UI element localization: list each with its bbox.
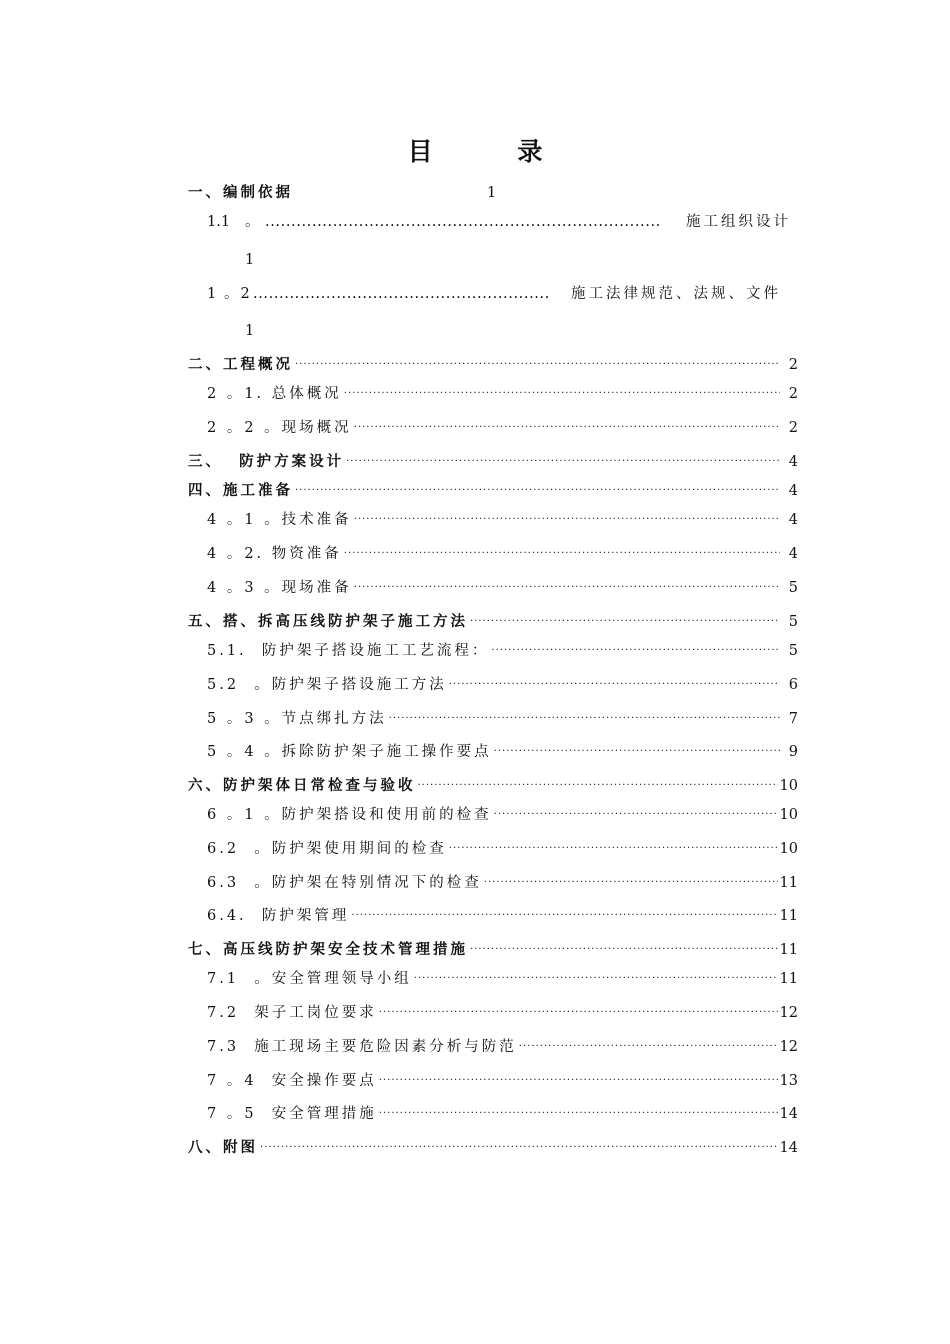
toc-entry[interactable] [188,482,798,500]
toc-entry-label: 二、工程概况 [188,356,293,373]
toc-entry-page: 4 [788,454,798,470]
toc-entry-label: 4 。1 。技术准备 [207,512,352,528]
toc-entry[interactable] [207,907,798,925]
toc-entry-label: 6.4. 防护架管理 [207,908,350,924]
toc-entry-page: 13 [779,1073,798,1089]
toc-entry-number: 1.1 [207,214,231,230]
toc-entry-page: 4 [788,483,798,499]
toc-entry[interactable] [207,676,798,694]
toc-entry[interactable] [207,511,798,529]
toc-entry-label: 八、附图 [188,1139,258,1156]
toc-entry-page: 5 [788,614,798,630]
toc-entry-label: 7 。4 安全操作要点 [207,1073,377,1089]
toc-entry-leader [449,840,778,858]
toc-entry-label: 4 。2. 物资准备 [207,546,342,562]
toc-entry-page: 11 [779,942,798,958]
toc-entry-page: 9 [788,744,798,760]
toc-entry[interactable] [207,874,798,892]
toc-entry-page: 5 [788,643,798,659]
toc-entry[interactable] [207,1072,798,1090]
toc-entry[interactable] [207,1105,798,1123]
toc-entry-label: 6 。1 。防护架搭设和使用前的检查 [207,807,492,823]
toc-entry-leader [295,356,780,374]
toc-entry-page: 10 [779,778,798,794]
toc-entry-page: 2 [788,357,798,373]
toc-entry-leader [379,1072,778,1090]
toc-entry-leader [260,1139,778,1157]
toc-entry-label[interactable]: 一、编制依据 [188,184,293,201]
toc-entry-leader [389,710,780,728]
toc-entry-page: 7 [788,711,798,727]
toc-entry-leader [379,1004,778,1022]
toc-entry-label: 5 。3 。节点绑扎方法 [207,711,387,727]
toc-entry-leader [354,511,780,529]
toc-entry[interactable] [207,840,798,858]
toc-entry[interactable] [207,1038,798,1056]
toc-entry-leader: ............................................................................ [265,214,661,230]
toc-entry-label: 7 。5 安全管理措施 [207,1106,377,1122]
toc-entry-leader [470,613,780,631]
toc-entry-page: 11 [779,971,798,987]
toc-entry-page: 5 [788,580,798,596]
toc-entry-leader [491,642,780,660]
toc-entry-page: 12 [779,1039,798,1055]
toc-entry[interactable] [207,743,798,761]
toc-entry-label: 5.2 。防护架子搭设施工方法 [207,677,447,693]
toc-entry-label: 6.3 。防护架在特别情况下的检查 [207,875,482,891]
toc-entry-page: 10 [779,807,798,823]
toc-entry-leader [344,385,780,403]
toc-entry-page: 14 [779,1140,798,1156]
toc-entry-page: 11 [779,875,798,891]
toc-entry-leader [346,453,780,471]
toc-entry-page: 2 [788,420,798,436]
toc-entry[interactable] [188,453,798,471]
toc-entry-label: 7.2 架子工岗位要求 [207,1005,377,1021]
toc-entry-page: 1 [487,185,497,201]
toc-entry[interactable] [188,777,798,795]
toc-entry-leader [418,777,778,795]
toc-entry-page: 11 [779,908,798,924]
toc-entry-leader [295,482,780,500]
toc-entry-leader [414,970,778,988]
toc-entry[interactable] [207,385,798,403]
toc-entry-page: 4 [788,512,798,528]
toc-entry-label[interactable]: 施工法律规范、法规、文件 [571,286,781,302]
toc-title: 目 录 [407,137,581,166]
toc-entry-label[interactable]: 施工组织设计 [686,214,791,230]
toc-entry-leader [351,907,777,925]
toc-entry[interactable] [207,806,798,824]
toc-entry-label: 5 。4 。拆除防护架子施工操作要点 [207,744,492,760]
toc-entry-label: 4 。3 。现场准备 [207,580,352,596]
toc-entry-label: 五、搭、拆高压线防护架子施工方法 [188,613,468,630]
toc-entry[interactable] [188,941,798,959]
toc-entry-leader [519,1038,778,1056]
toc-entry[interactable] [207,579,798,597]
toc-entry[interactable] [188,1139,798,1157]
toc-entry-leader: ......................................................... [253,286,550,302]
toc-entry[interactable] [207,642,798,660]
toc-entry-leader [354,419,780,437]
toc-entry-separator: 。2 [224,286,252,302]
toc-entry-leader [484,874,778,892]
toc-entry[interactable] [188,356,798,374]
toc-entry-page: 14 [779,1106,798,1122]
toc-entry-leader [344,545,780,563]
toc-entry-label: 四、施工准备 [188,482,293,499]
toc-entry-page: 10 [779,841,798,857]
toc-entry-page: 2 [788,386,798,402]
toc-entry-label: 6.2 。防护架使用期间的检查 [207,841,447,857]
toc-entry-leader [354,579,780,597]
toc-entry-leader [470,941,778,959]
toc-entry[interactable] [207,970,798,988]
toc-entry-leader [494,806,778,824]
toc-entry-label: 六、防护架体日常检查与验收 [188,777,416,794]
toc-entry-leader [379,1105,778,1123]
toc-entry-label: 7.1 。安全管理领导小组 [207,971,412,987]
toc-entry-page: 1 [245,252,255,268]
toc-entry-label: 三、 防护方案设计 [188,453,345,470]
toc-entry-page: 6 [788,677,798,693]
toc-entry-label: 2 。1. 总体概况 [207,386,342,402]
toc-entry-label: 7.3 施工现场主要危险因素分析与防范 [207,1039,517,1055]
toc-entry-leader [494,743,780,761]
toc-entry-label: 5.1. 防护架子搭设施工工艺流程： [207,643,490,659]
toc-entry[interactable] [207,419,798,437]
toc-entry[interactable] [188,613,798,631]
toc-entry-separator: 。 [245,214,263,230]
toc-entry-label: 七、高压线防护架安全技术管理措施 [188,941,468,958]
toc-entry-page: 12 [779,1005,798,1021]
toc-entry-leader [449,676,780,694]
toc-entry-label: 2 。2 。现场概况 [207,420,352,436]
toc-entry-page: 1 [245,323,255,339]
toc-entry-number: 1 [207,286,217,302]
toc-entry[interactable] [207,1004,798,1022]
toc-entry[interactable] [207,710,798,728]
toc-entry[interactable] [207,545,798,563]
toc-entry-page: 4 [788,546,798,562]
